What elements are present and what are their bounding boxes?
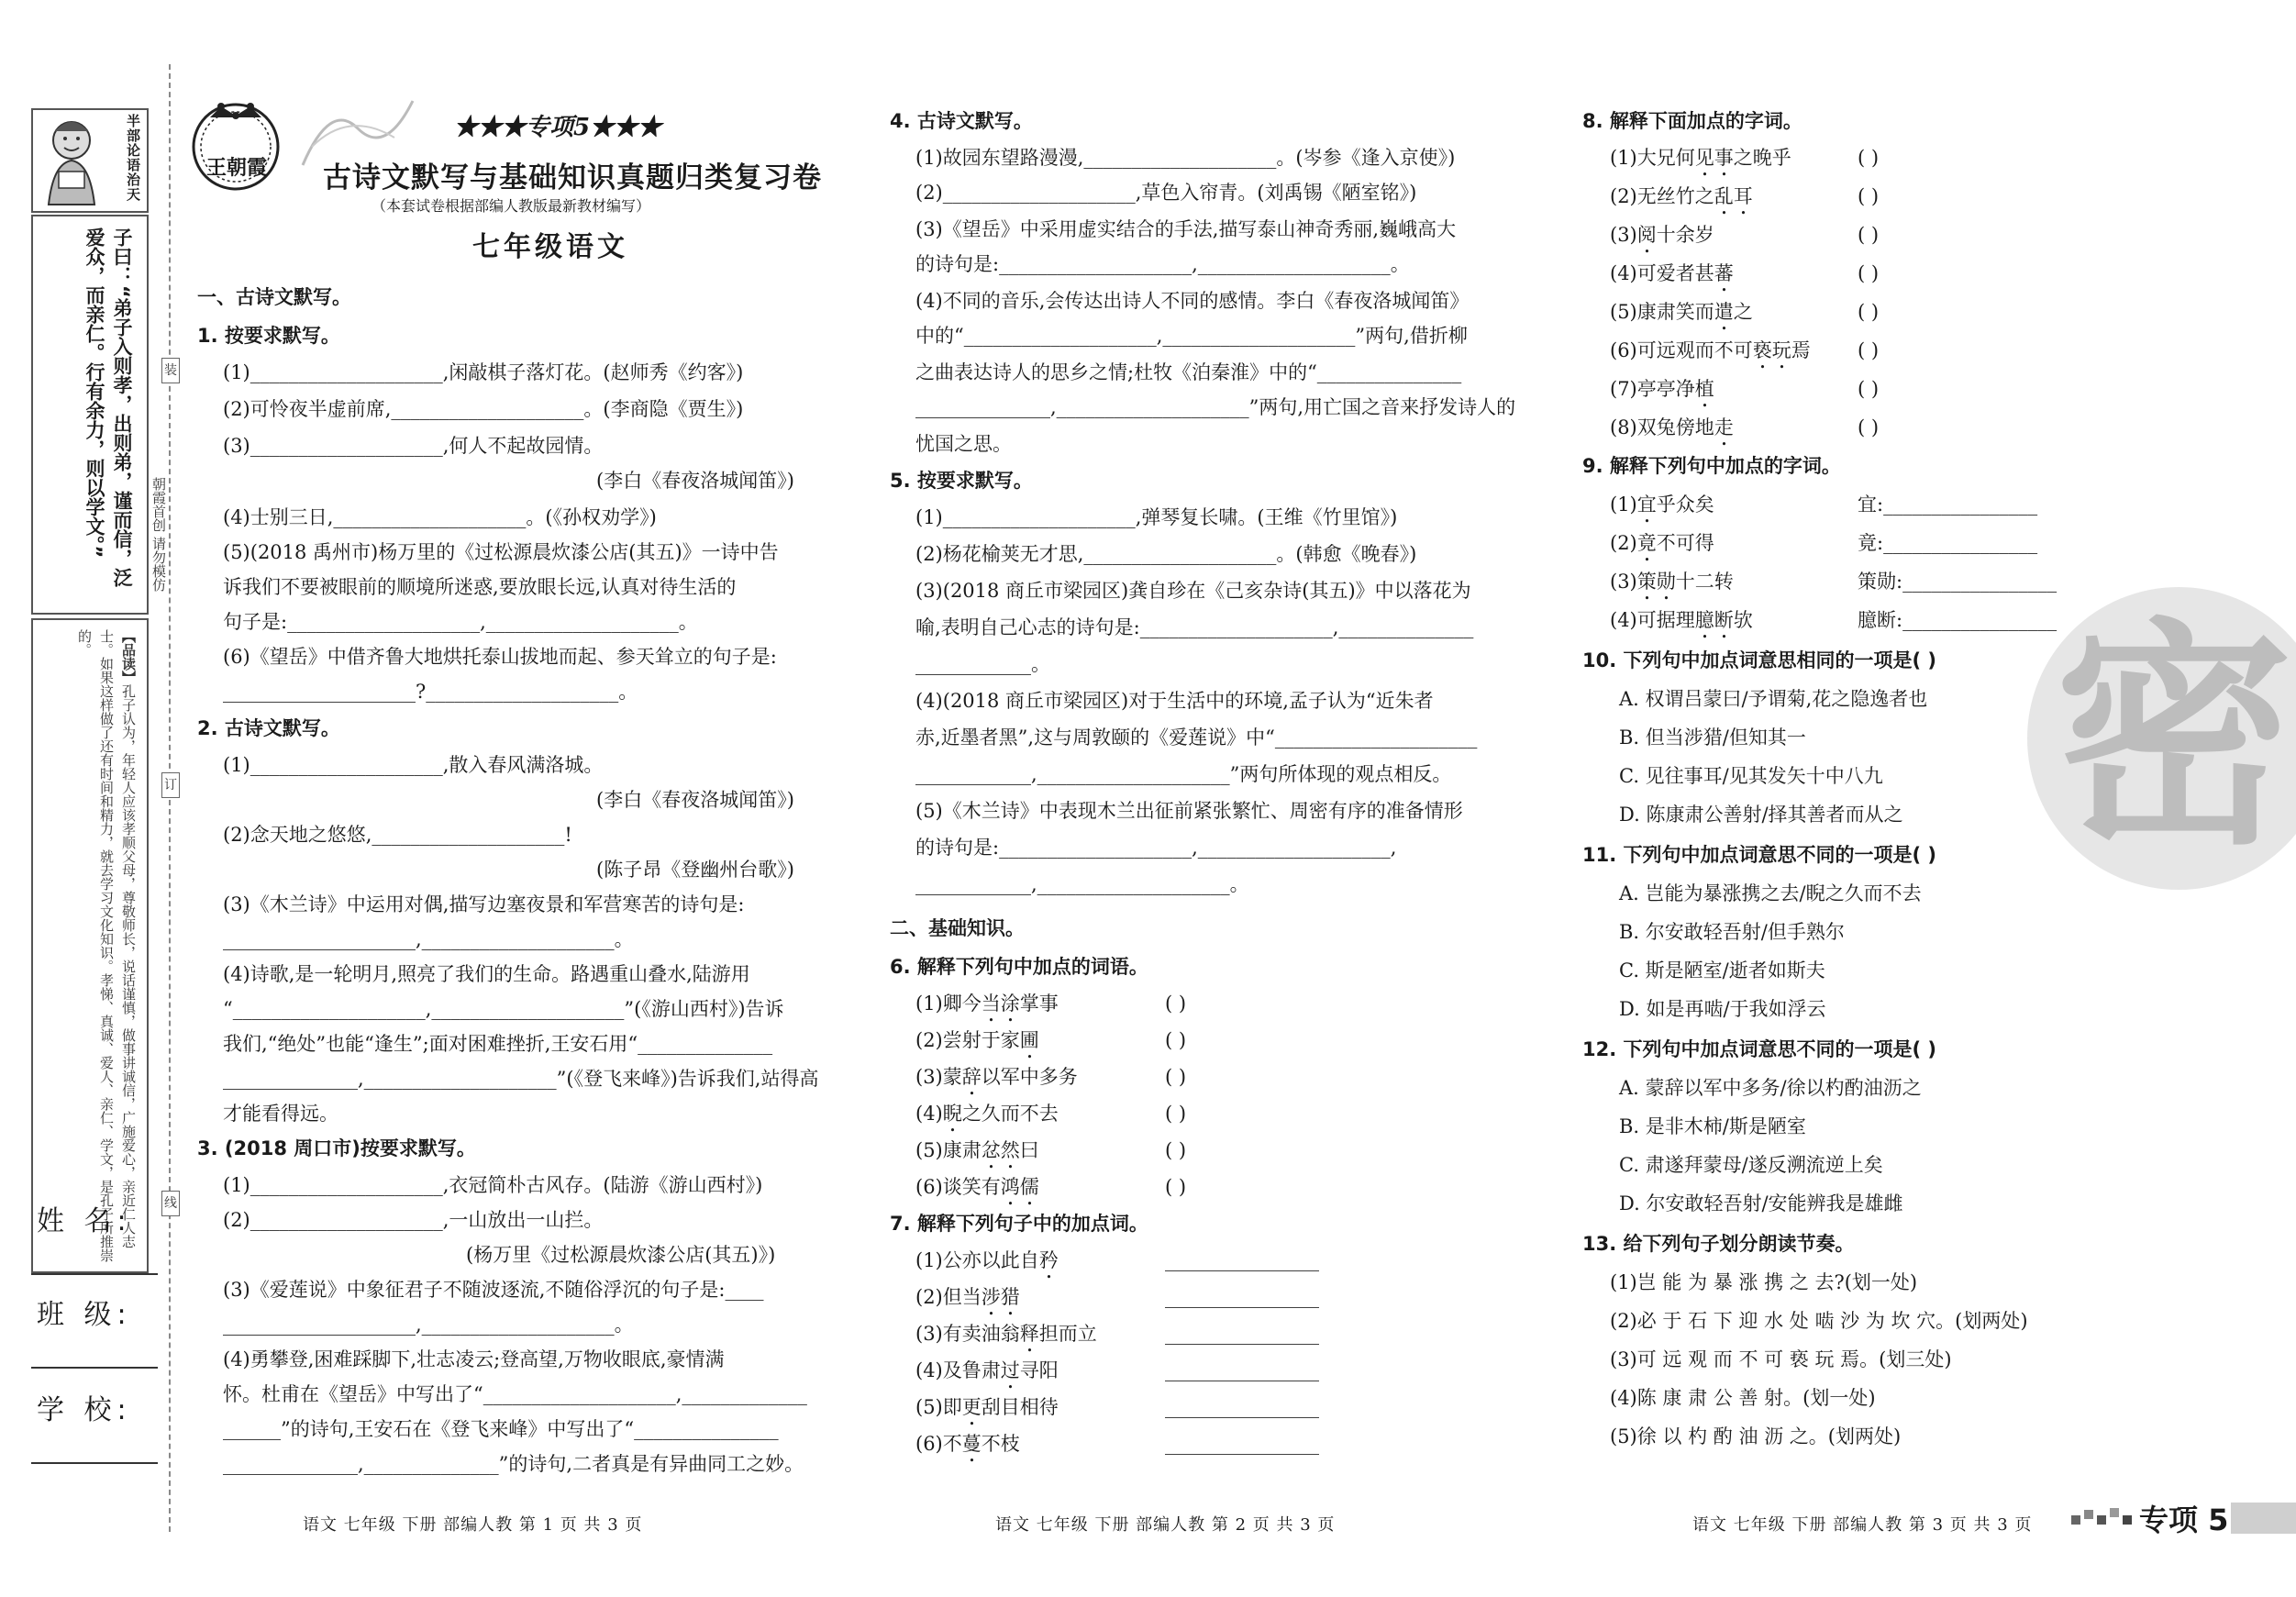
answer-blank[interactable]: ( )	[1858, 185, 1880, 207]
binding-line	[169, 64, 171, 1532]
question-line: (8)双兔傍地走	[1610, 416, 1734, 438]
question-line: 赤,近墨者黑”,这与周敦颐的《爱莲说》中“_____________________	[915, 726, 1478, 749]
question-line: 诉我们不要被眼前的顺境所迷惑,要放眼长远,认真对待生活的	[223, 576, 737, 598]
question-line: ______________,____________________”两句,用亡国之音来抒发诗人的	[915, 396, 1516, 418]
question-line: (1)公亦以此自矜	[915, 1249, 1059, 1271]
question-line: (3)《爱莲说》中象征君子不随波逐流,不随俗浮沉的句子是:____	[223, 1279, 764, 1301]
question: 12. 下列句中加点词意思不同的一项是( )	[1582, 1038, 1937, 1060]
answer-blank[interactable]: ( )	[1165, 1139, 1187, 1161]
section-heading: 二、基础知识。	[890, 917, 1025, 939]
question-line: (5)《木兰诗》中表现木兰出征前紧张繁忙、周密有序的准备情形	[915, 800, 1463, 822]
dotted-word: 见事	[1694, 147, 1734, 169]
question-line: ______________,______________”的诗句,二者真是有异曲同工之妙。	[223, 1453, 804, 1475]
question-line: (1)宜乎众矣	[1610, 494, 1714, 516]
cartoon-scholar-icon	[35, 113, 108, 208]
school-field[interactable]	[31, 1462, 158, 1464]
question-line: (2)可怜夜半虚前席,____________________。(李商隐《贾生》)	[223, 398, 744, 420]
dotted-word: 矜	[1038, 1249, 1059, 1271]
answer-blank[interactable]: ( )	[1165, 1029, 1187, 1051]
question: 10. 下列句中加点词意思相同的一项是( )	[1582, 649, 1937, 671]
question-line: ____________________?____________________。	[223, 681, 638, 703]
seal-char-1: 装	[161, 358, 180, 383]
dotted-word: 臆断	[1694, 609, 1734, 631]
answer-blank[interactable]: 臆断:________________	[1858, 609, 2058, 631]
page-footer: 语文 七年级 下册 部编人教 第 2 页 共 3 页	[995, 1515, 1336, 1535]
dotted-word: 睨	[942, 1103, 962, 1125]
question-line: (5)徐 以 杓 酌 油 沥 之。(划两处)	[1610, 1425, 1902, 1447]
class-field[interactable]	[31, 1367, 158, 1369]
dotted-word: 当涂	[981, 993, 1020, 1015]
question-line: (4)诗歌,是一轮明月,照亮了我们的生命。路遇重山叠水,陆游用	[223, 963, 750, 985]
question-line: (1)____________________,弹琴复长啸。(王维《竹里馆》)	[915, 506, 1398, 528]
dotted-word: 辞	[961, 1066, 982, 1088]
question-line: (5)即更刮目相待	[915, 1396, 1059, 1418]
tag-deco-icon	[2071, 1497, 2135, 1534]
source-citation: (陈子昂《登幽州台歌》)	[596, 859, 794, 881]
question-line: (6)《望岳》中借齐鲁大地烘托泰山拔地而起、参天耸立的句子是:	[223, 646, 777, 668]
question-line: C. 斯是陋室/逝者如斯夫	[1619, 959, 1825, 981]
question-line: 才能看得远。	[223, 1103, 338, 1125]
answer-blank[interactable]: ________________	[1165, 1396, 1319, 1418]
dotted-word: 鸿儒	[1000, 1176, 1039, 1198]
question-line: (3)阅十余岁	[1610, 224, 1714, 246]
question-line: (3)____________________,何人不起故园情。	[223, 435, 604, 457]
question-line: C. 肃遂拜蒙母/遂反溯流逆上矣	[1619, 1154, 1883, 1176]
answer-blank[interactable]: 策勋:________________	[1858, 571, 2058, 593]
answer-blank[interactable]: ( )	[1858, 224, 1880, 246]
question-line: (2)无丝竹之乱耳	[1610, 185, 1753, 207]
question-line: D. 陈康肃公善射/择其善者而从之	[1619, 804, 1903, 826]
question-line: (1)____________________,散入春风满洛城。	[223, 754, 604, 776]
question-line: 喻,表明自己心志的诗句是:____________________,______________	[915, 616, 1474, 638]
question-line: (2)杨花榆荚无才思,____________________。(韩愈《晚春》)	[915, 543, 1417, 565]
answer-blank[interactable]: 竟:________________	[1858, 532, 2038, 554]
question-line: (4)士别三日,____________________。(《孙权劝学》)	[223, 506, 657, 528]
question-line: (4)勇攀登,困难踩脚下,壮志凌云;登高望,万物收眼底,豪情满	[223, 1348, 725, 1370]
question-line: 的诗句是:____________________,____________________,	[915, 837, 1397, 859]
question-line: (1)____________________,衣冠简朴古风存。(陆游《游山西村》)	[223, 1174, 763, 1196]
question: 8. 解释下面加点的字词。	[1582, 110, 1802, 132]
question: 7. 解释下列句子中的加点词。	[890, 1213, 1148, 1235]
pindu-body: 孔子认为，年轻人应该孝顺父母，尊敬师长，说话谨慎，做事讲诚信，广施爱心，亲近仁人志士。如果这样做了还有时间和精力，就去学习文化知识。孝悌、真诚、爱人、亲仁、学文，是孔子所推崇的。	[76, 629, 137, 1262]
dotted-word: 过	[1000, 1359, 1020, 1381]
question: 9. 解释下列句中加点的字词。	[1582, 455, 1841, 477]
answer-blank[interactable]: ________________	[1165, 1323, 1319, 1345]
question-line: ____________________,____________________。	[223, 1314, 634, 1336]
name-field[interactable]	[31, 1273, 158, 1275]
answer-blank[interactable]: ________________	[1165, 1286, 1319, 1308]
question-line: (2)____________________,草色入帘青。(刘禹锡《陋室铭》)	[915, 182, 1417, 204]
question-line: 忧国之思。	[915, 433, 1012, 455]
question-line: ____________,____________________。	[915, 873, 1249, 895]
question-line: (3)有卖油翁释担而立	[915, 1323, 1097, 1345]
answer-blank[interactable]: ( )	[1858, 378, 1880, 400]
page-subtitle: （本套试卷根据部编人教版最新教材编写）	[372, 197, 651, 215]
source-citation: (李白《春夜洛城闻笛》)	[596, 470, 794, 492]
answer-blank[interactable]: ( )	[1858, 301, 1880, 323]
question-line: (3)《木兰诗》中运用对偶,描写边塞夜景和军营寒苦的诗句是:	[223, 893, 745, 915]
question-line: 中的“____________________,____________________”两句,借折柳	[915, 325, 1468, 347]
dotted-word: 乱耳	[1714, 185, 1753, 207]
question-line: (2)但当涉猎	[915, 1286, 1020, 1308]
dotted-word: 遣	[1714, 301, 1734, 323]
name-label: 姓 名:	[37, 1205, 132, 1237]
question-line: ____________。	[915, 653, 1050, 675]
dotted-word: 宜	[1636, 494, 1657, 516]
tag-bar	[2231, 1503, 2296, 1534]
question-line: A. 蒙辞以军中多务/徐以杓酌油沥之	[1619, 1077, 1922, 1099]
pindu-text	[73, 629, 139, 1262]
question-line: (2)尝射于家圃	[915, 1029, 1039, 1051]
question-line: 的诗句是:____________________,____________________。	[915, 253, 1410, 275]
question-line: A. 权谓吕蒙曰/予谓菊,花之隐逸者也	[1619, 688, 1928, 710]
dotted-word: 阅	[1636, 224, 1657, 246]
question-line: (2)____________________,一山放出一山拦。	[223, 1209, 604, 1231]
answer-blank[interactable]: 宜:________________	[1858, 494, 2038, 516]
dotted-word: 圃	[1019, 1029, 1039, 1051]
question-line: C. 见往事耳/见其发矢十中八九	[1619, 765, 1883, 787]
question-line: (4)陈 康 肃 公 善 射。(划一处)	[1610, 1387, 1876, 1409]
dotted-word: 涉猎	[981, 1286, 1020, 1308]
special-tag: 专项 5	[2139, 1503, 2229, 1537]
pindu-title: 【品读】	[120, 629, 137, 684]
question-line: 之曲表达诗人的思乡之情;杜牧《泊秦淮》中的“_______________	[915, 361, 1462, 383]
dotted-word: 走	[1714, 416, 1734, 438]
special-number: ★★★专项5★★★	[454, 114, 662, 141]
question-line: ____________________,____________________。	[223, 928, 634, 950]
question-line: (4)不同的音乐,会传达出诗人不同的感情。李白《春夜洛城闻笛》	[915, 290, 1470, 312]
question-line: (3)策勋十二转	[1610, 571, 1734, 593]
question-line: A. 岂能为暴涨携之去/睨之久而不去	[1619, 882, 1922, 904]
question-line: “____________________,____________________”(《游山西村》)告诉	[223, 998, 784, 1020]
side-note: 朝霞首创 请勿模仿	[150, 477, 167, 592]
answer-blank[interactable]: ( )	[1858, 147, 1880, 169]
motto-box	[31, 108, 149, 213]
question: 5. 按要求默写。	[890, 470, 1033, 492]
question: 4. 古诗文默写。	[890, 110, 1033, 132]
question-line: (3)《望岳》中采用虚实结合的手法,描写泰山神奇秀丽,巍峨高大	[915, 218, 1457, 240]
dotted-word: 亵玩	[1752, 339, 1791, 361]
answer-blank[interactable]: ( )	[1858, 416, 1880, 438]
question-line: (1)____________________,闲敲棋子落灯花。(赵师秀《约客》)	[223, 361, 744, 383]
dotted-word: 释	[1019, 1323, 1039, 1345]
dotted-word: 更	[961, 1396, 982, 1418]
pindu-box	[31, 618, 149, 1273]
question-line: B. 是非木柿/斯是陋室	[1619, 1115, 1806, 1137]
question-line: ______________,____________________”(《登飞来峰》)告诉我们,站得高	[223, 1068, 819, 1090]
question-line: (5)康肃忿然曰	[915, 1139, 1039, 1161]
question-line: 句子是:____________________,____________________。	[223, 611, 698, 633]
question-line: B. 但当涉猎/但知其一	[1619, 726, 1806, 749]
question-line: D. 尔安敢轻吾射/安能辨我是雄雌	[1619, 1192, 1903, 1214]
answer-blank[interactable]: ( )	[1165, 993, 1187, 1015]
page-title: 古诗文默写与基础知识真题归类复习卷	[323, 161, 822, 194]
question-line: (2)竟不可得	[1610, 532, 1714, 554]
answer-blank[interactable]: ( )	[1165, 1103, 1187, 1125]
source-citation: (杨万里《过松源晨炊漆公店(其五)》)	[466, 1244, 776, 1266]
question-line: (7)亭亭净植	[1610, 378, 1714, 400]
motto: 半部论语治天	[125, 114, 141, 202]
dotted-word: 竟	[1636, 532, 1657, 554]
dotted-word: 植	[1694, 378, 1714, 400]
question: 11. 下列句中加点词意思不同的一项是( )	[1582, 844, 1937, 866]
question-line: (3)蒙辞以军中多务	[915, 1066, 1078, 1088]
question-line: (1)故园东望路漫漫,____________________。(岑参《逢入京使》)	[915, 147, 1456, 169]
question-line: (4)及鲁肃过寻阳	[915, 1359, 1059, 1381]
watermark-seal	[2027, 587, 2296, 890]
question-line: D. 如是再啮/于我如浮云	[1619, 998, 1826, 1020]
answer-blank[interactable]: ________________	[1165, 1433, 1319, 1455]
question-line: (4)睨之久而不去	[915, 1103, 1059, 1125]
dotted-word: 忿然	[981, 1139, 1020, 1161]
seal-char-3: 线	[161, 1191, 180, 1216]
question: 13. 给下列句子划分朗读节奏。	[1582, 1233, 1855, 1255]
question-line: (5)(2018 禹州市)杨万里的《过松源晨炊漆公店(其五)》一诗中告	[223, 541, 779, 563]
question-line: (4)可爱者甚蕃	[1610, 262, 1734, 284]
question-line: (4)(2018 商丘市梁园区)对于生活中的环境,孟子认为“近朱者	[915, 690, 1434, 712]
question-line: (6)不蔓不枝	[915, 1433, 1020, 1455]
question-line: ______”的诗句,王安石在《登飞来峰》中写出了“_______________	[223, 1418, 779, 1440]
answer-blank[interactable]: ( )	[1858, 339, 1880, 361]
question-line: (2)必 于 石 下 迎 水 处 啮 沙 为 坎 穴。(划两处)	[1610, 1310, 2028, 1332]
confucius-quote: 子曰：“弟子入则孝，出则弟，谨而信，泛爱众，而亲仁。行有余力，则以学文。”	[83, 227, 133, 587]
question-line: ____________,____________________”两句所体现的观点相反。	[915, 763, 1452, 785]
question-line: (1)岂 能 为 暴 涨 携 之 去?(划一处)	[1610, 1271, 1918, 1293]
question: 6. 解释下列句中加点的词语。	[890, 956, 1148, 978]
question-line: 怀。杜甫在《望岳》中写出了“____________________,_____________	[223, 1383, 807, 1405]
question: 3. (2018 周口市)按要求默写。	[197, 1137, 476, 1159]
question: 1. 按要求默写。	[197, 325, 340, 347]
question-line: B. 尔安敢轻吾射/但手熟尔	[1619, 921, 1845, 943]
question-line: (3)(2018 商丘市梁园区)龚自珍在《己亥杂诗(其五)》中以落花为	[915, 580, 1471, 602]
class-label: 班 级:	[37, 1299, 132, 1331]
page-footer: 语文 七年级 下册 部编人教 第 3 页 共 3 页	[1692, 1515, 2033, 1535]
question-line: (5)康肃笑而遣之	[1610, 301, 1753, 323]
question-line: (2)念天地之悠悠,____________________!	[223, 824, 572, 846]
watermark-char: 密	[2055, 600, 2293, 877]
answer-blank[interactable]: ( )	[1165, 1066, 1187, 1088]
question: 2. 古诗文默写。	[197, 717, 340, 739]
source-citation: (李白《春夜洛城闻笛》)	[596, 789, 794, 811]
page-footer: 语文 七年级 下册 部编人教 第 1 页 共 3 页	[303, 1515, 643, 1535]
question-line: (1)大兄何见事之晚乎	[1610, 147, 1791, 169]
question-line: (6)谈笑有鸿儒	[915, 1176, 1039, 1198]
question-line: 我们,“绝处”也能“逢生”;面对困难挫折,王安石用“______________	[223, 1033, 773, 1055]
question-line: (4)可据理臆断欤	[1610, 609, 1753, 631]
seal-char-2: 订	[161, 772, 180, 798]
question-line: (1)卿今当涂掌事	[915, 993, 1059, 1015]
answer-blank[interactable]: ( )	[1165, 1176, 1187, 1198]
answer-blank[interactable]: ________________	[1165, 1359, 1319, 1381]
brand-logo-text: 王朝霞	[205, 156, 267, 180]
question-line: (6)可远观而不可亵玩焉	[1610, 339, 1811, 361]
dotted-word: 策勋	[1636, 571, 1676, 593]
question-line: (3)可 远 观 而 不 可 亵 玩 焉。(划三处)	[1610, 1348, 1952, 1370]
school-label: 学 校:	[37, 1394, 132, 1426]
answer-blank[interactable]: ________________	[1165, 1249, 1319, 1271]
answer-blank[interactable]: ( )	[1858, 262, 1880, 284]
dotted-word: 蔓	[961, 1433, 982, 1455]
grade-title: 七年级语文	[472, 231, 628, 263]
section-heading: 一、古诗文默写。	[197, 286, 351, 308]
dotted-word: 蕃	[1714, 262, 1734, 284]
quote-box	[31, 215, 149, 615]
